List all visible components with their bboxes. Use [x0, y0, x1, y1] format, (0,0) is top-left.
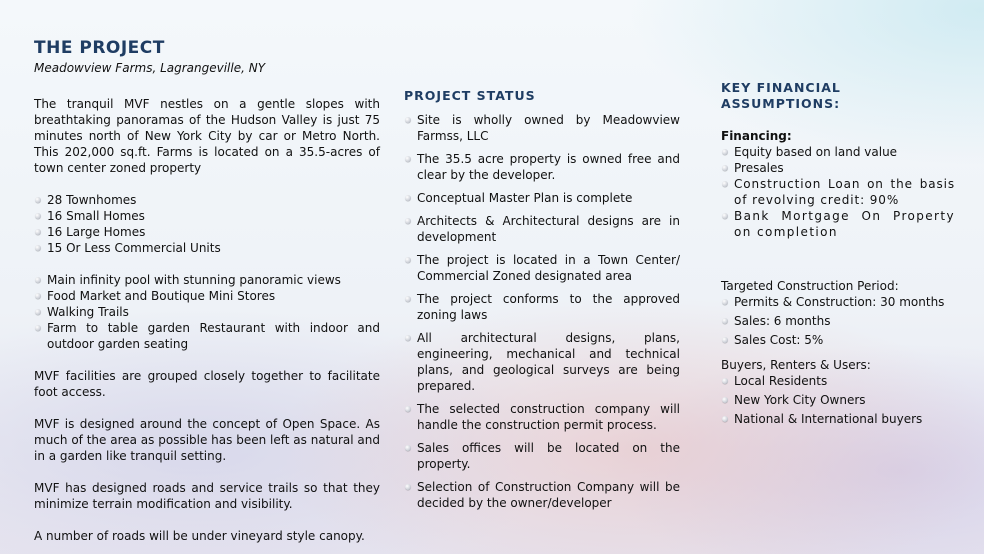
financing-label: Financing: — [721, 129, 792, 143]
list-item: Presales — [721, 160, 955, 176]
bullet-icon — [405, 257, 411, 263]
bullet-icon — [405, 335, 411, 341]
bullet-icon — [722, 416, 728, 422]
list-item: 28 Townhomes — [34, 192, 380, 208]
paragraph-roads: MVF has designed roads and service trails so that they minimize terrain modification and visibility. — [34, 481, 380, 511]
bullet-icon — [405, 445, 411, 451]
amenities-list — [34, 272, 380, 352]
status-column — [404, 88, 680, 518]
list-item: 15 Or Less Commercial Units — [34, 240, 380, 256]
bullet-icon — [722, 165, 728, 171]
status-item: Architects & Architectural designs are in development — [404, 213, 680, 245]
paragraph-foot-access: MVF facilities are grouped closely together to facilitate foot access. — [34, 369, 380, 399]
status-item: Conceptual Master Plan is complete — [404, 190, 680, 206]
bullet-icon — [35, 197, 41, 203]
status-item: The 35.5 acre property is owned free and clear by the developer. — [404, 151, 680, 183]
list-item: Construction Loan on the basis of revolving credit: 90% — [721, 176, 955, 208]
list-item: Local Residents — [721, 373, 955, 389]
status-title: PROJECT STATUS — [404, 88, 536, 103]
list-item: National & International buyers — [721, 411, 955, 427]
bullet-icon — [35, 213, 41, 219]
bullet-icon — [35, 245, 41, 251]
bullet-icon — [35, 325, 41, 331]
list-item: 16 Small Homes — [34, 208, 380, 224]
list-item: Walking Trails — [34, 304, 380, 320]
paragraph-open-space: MVF is designed around the concept of Open Space. As much of the area as possible has been left as natural and in a garden like tranquil setting. — [34, 417, 380, 463]
bullet-icon — [722, 318, 728, 324]
bullet-icon — [405, 296, 411, 302]
bullet-icon — [405, 195, 411, 201]
project-intro: The tranquil MVF nestles on a gentle slopes with breathtaking panoramas of the Hudson Valley is just 75 minutes north of New York City by car or Metro North. This 202,000 sq.ft. Farms is located on a 35.5-acres of town center zoned property — [34, 97, 380, 175]
status-item: Sales offices will be located on the property. — [404, 440, 680, 472]
bullet-icon — [722, 397, 728, 403]
financial-title: KEY FINANCIAL ASSUMPTIONS: — [721, 80, 841, 111]
status-list — [404, 112, 680, 511]
status-item: The selected construction company will handle the construction permit process. — [404, 401, 680, 433]
bullet-icon — [405, 117, 411, 123]
status-item: Selection of Construction Company will be decided by the owner/developer — [404, 479, 680, 511]
page-title: THE PROJECT — [34, 38, 165, 58]
buyers-list — [721, 373, 955, 427]
status-item: Site is wholly owned by Meadowview Farmss, LLC — [404, 112, 680, 144]
list-item: Sales Cost: 5% — [721, 332, 955, 348]
paragraph-canopy: A number of roads will be under vineyard style canopy. — [34, 529, 365, 543]
project-column — [34, 38, 380, 544]
status-item: The project conforms to the approved zoning laws — [404, 291, 680, 323]
bullet-icon — [405, 218, 411, 224]
list-item: New York City Owners — [721, 392, 955, 408]
project-subtitle: Meadowview Farms, Lagrangeville, NY — [34, 61, 266, 75]
list-item: Food Market and Boutique Mini Stores — [34, 288, 380, 304]
construction-period-label: Targeted Construction Period: — [721, 279, 899, 293]
units-list — [34, 192, 380, 256]
bullet-icon — [722, 299, 728, 305]
status-item: All architectural designs, plans, engineering, mechanical and technical plans, and geological surveys are being prepared. — [404, 330, 680, 394]
bullet-icon — [405, 156, 411, 162]
bullet-icon — [405, 406, 411, 412]
bullet-icon — [35, 277, 41, 283]
bullet-icon — [722, 337, 728, 343]
bullet-icon — [722, 378, 728, 384]
bullet-icon — [35, 293, 41, 299]
list-item: Equity based on land value — [721, 144, 955, 160]
bullet-icon — [722, 181, 728, 187]
list-item: Main infinity pool with stunning panoramic views — [34, 272, 380, 288]
bullet-icon — [722, 149, 728, 155]
list-item: Bank Mortgage On Property on completion — [721, 208, 955, 240]
construction-period-list — [721, 294, 955, 348]
bullet-icon — [405, 484, 411, 490]
list-item: 16 Large Homes — [34, 224, 380, 240]
list-item: Sales: 6 months — [721, 313, 955, 329]
list-item: Permits & Construction: 30 months — [721, 294, 955, 310]
list-item: Farm to table garden Restaurant with indoor and outdoor garden seating — [34, 320, 380, 352]
financial-column — [721, 80, 955, 427]
buyers-label: Buyers, Renters & Users: — [721, 358, 871, 372]
bullet-icon — [35, 229, 41, 235]
financing-list — [721, 144, 955, 240]
bullet-icon — [722, 213, 728, 219]
bullet-icon — [35, 309, 41, 315]
status-item: The project is located in a Town Center/ Commercial Zoned designated area — [404, 252, 680, 284]
